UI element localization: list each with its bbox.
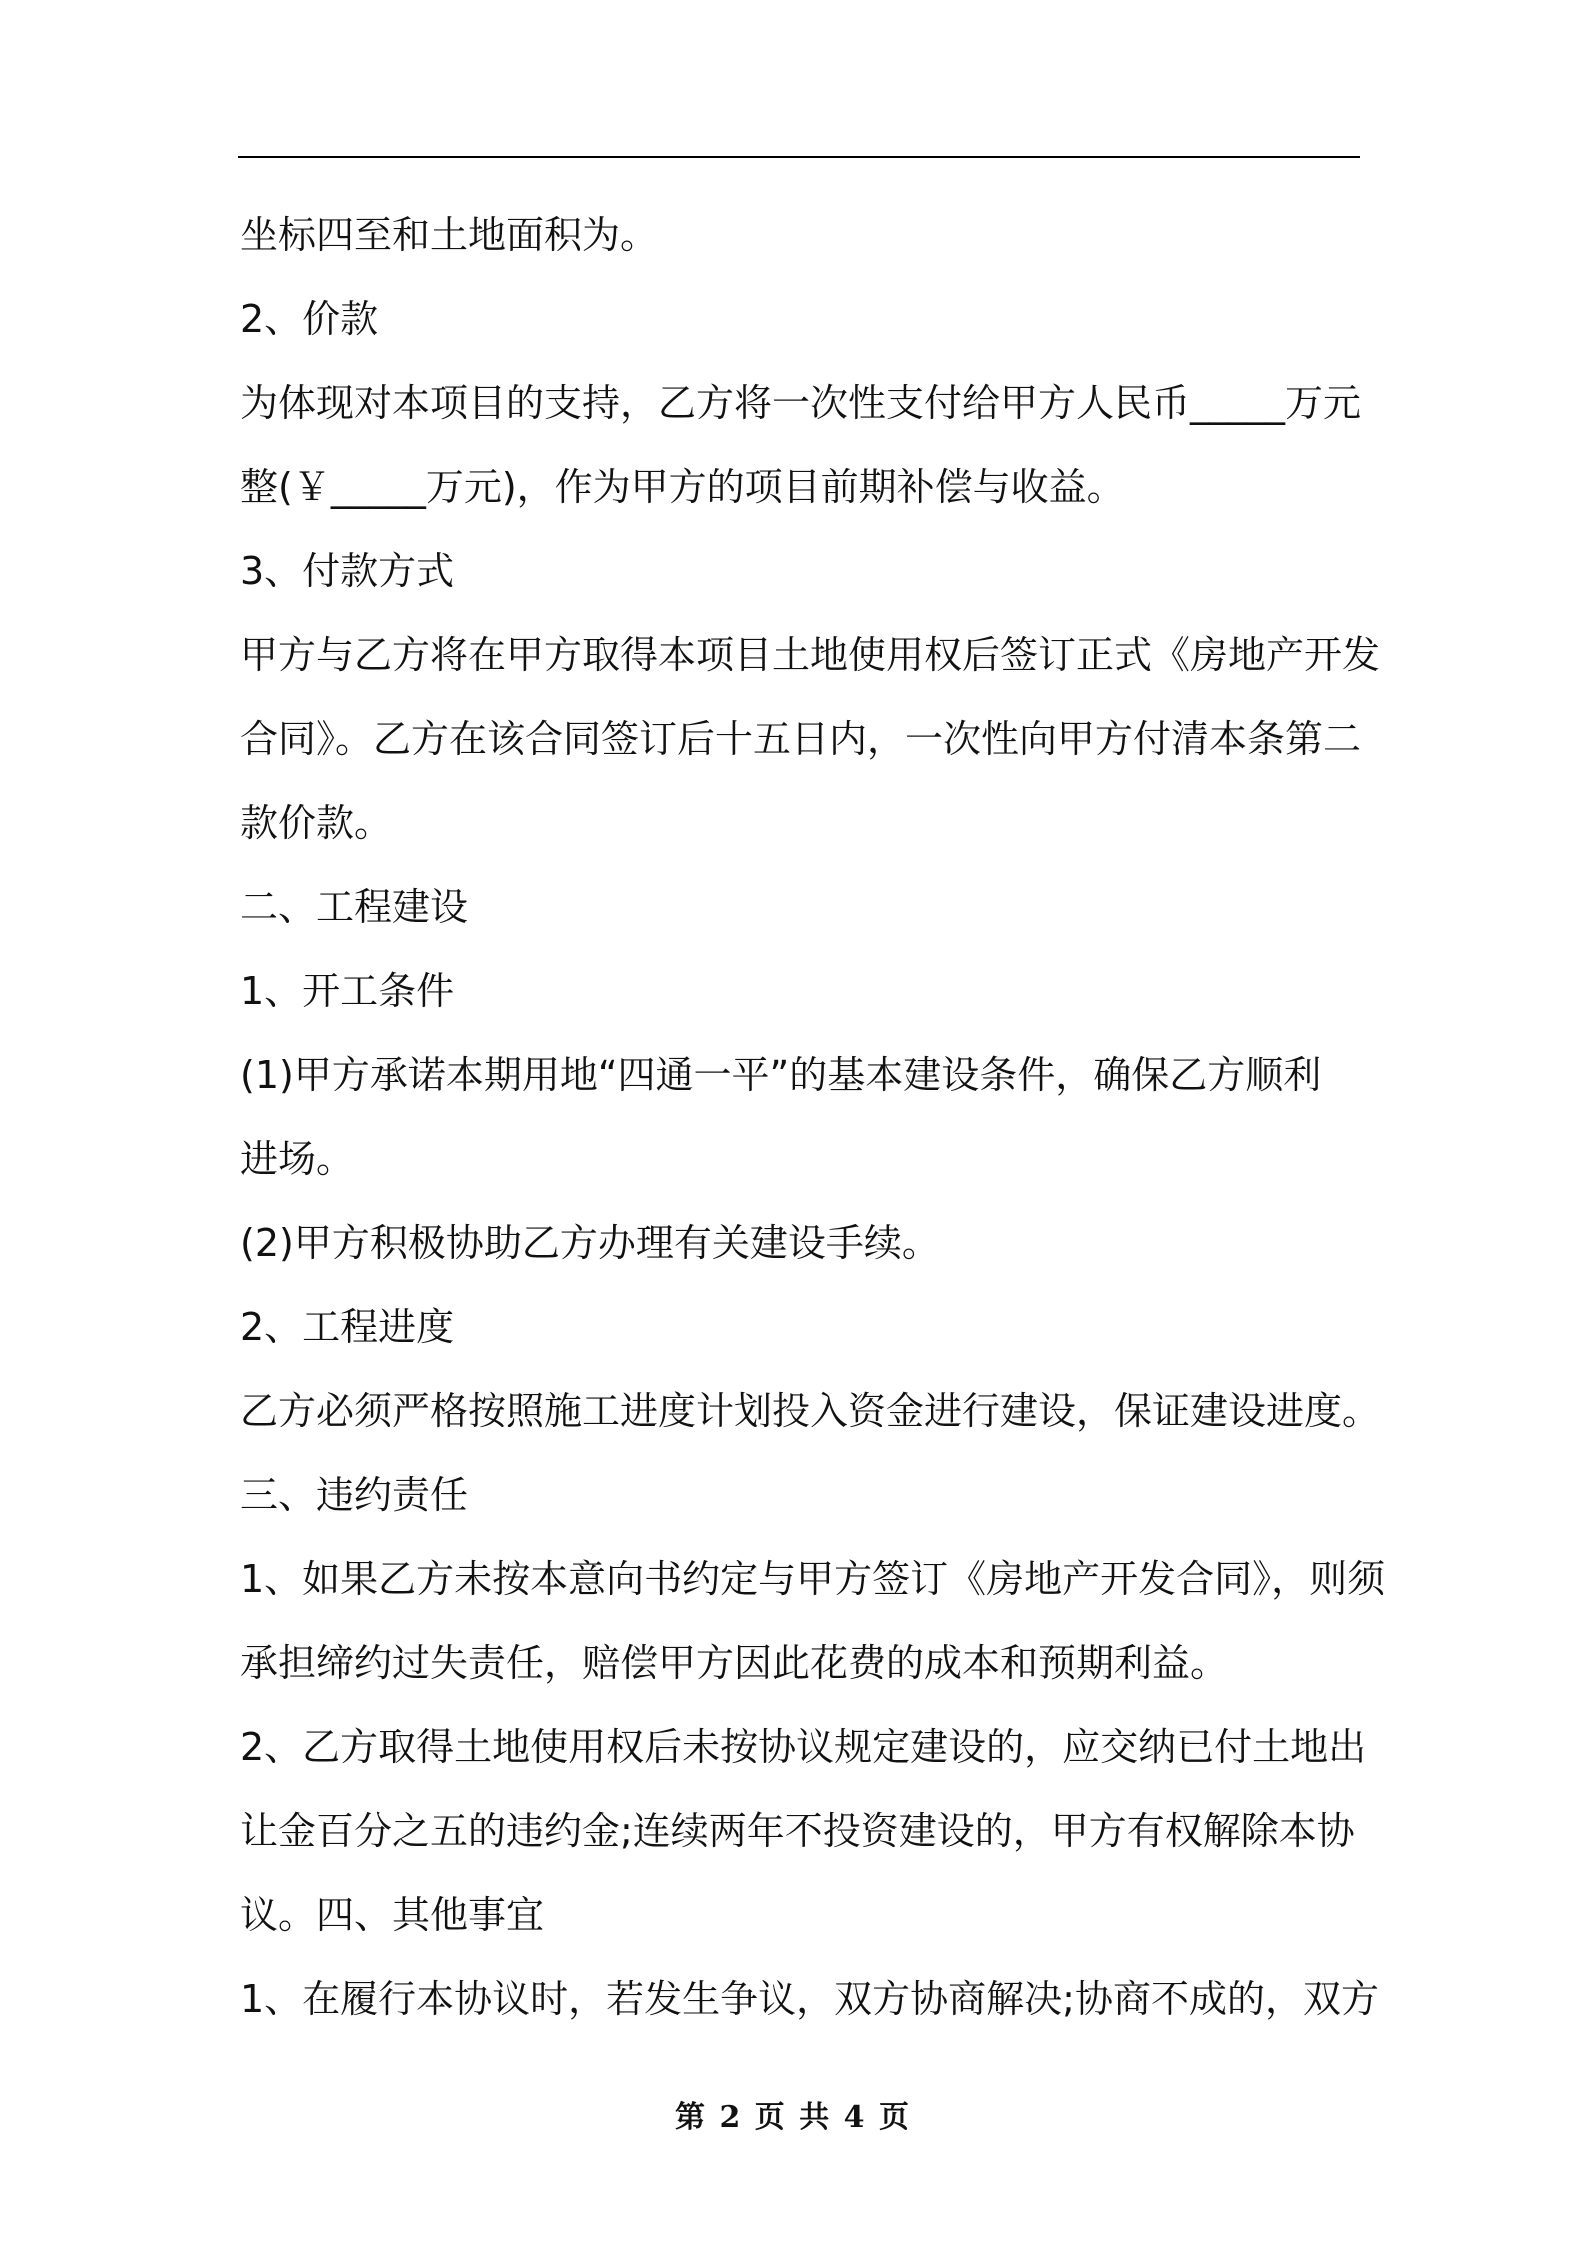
body-line: 整(￥_____万元)，作为甲方的项目前期补偿与收益。 [240,465,1125,509]
body-line: (2)甲方积极协助乙方办理有关建设手续。 [240,1221,940,1265]
body-line: 1、在履行本协议时，若发生争议，双方协商解决;协商不成的，双方 [240,1977,1379,2021]
body-line: 进场。 [240,1137,355,1181]
body-line: (1)甲方承诺本期用地“四通一平”的基本建设条件，确保乙方顺利 [240,1053,1322,1097]
body-line: 甲方与乙方将在甲方取得本项目土地使用权后签订正式《房地产开发 [240,633,1381,677]
section-heading: 2、价款 [240,297,379,341]
body-line: 款价款。 [240,801,393,845]
body-line: 为体现对本项目的支持，乙方将一次性支付给甲方人民币_____万元 [240,381,1362,425]
body-line: 承担缔约过失责任，赔偿甲方因此花费的成本和预期利益。 [240,1641,1229,1685]
body-line: 2、乙方取得土地使用权后未按协议规定建设的，应交纳已付土地出 [240,1725,1367,1769]
body-line: 1、如果乙方未按本意向书约定与甲方签订《房地产开发合同》，则须 [240,1557,1386,1601]
chapter-heading: 二、工程建设 [240,885,469,929]
header-rule [238,156,1360,158]
section-heading: 3、付款方式 [240,549,455,593]
body-line: 坐标四至和土地面积为。 [240,213,659,257]
page-indicator: 第 2 页 共 4 页 [675,2100,911,2135]
body-line: 让金百分之五的违约金;连续两年不投资建设的，甲方有权解除本协 [240,1809,1355,1853]
document-body [240,193,1386,2041]
body-line: 议。四、其他事宜 [240,1893,545,1937]
section-heading: 1、开工条件 [240,969,455,1013]
body-line: 合同》。乙方在该合同签订后十五日内，一次性向甲方付清本条第二 [240,717,1362,761]
chapter-heading: 三、违约责任 [240,1473,469,1517]
section-heading: 2、工程进度 [240,1305,455,1349]
body-line: 乙方必须严格按照施工进度计划投入资金进行建设，保证建设进度。 [240,1389,1381,1433]
